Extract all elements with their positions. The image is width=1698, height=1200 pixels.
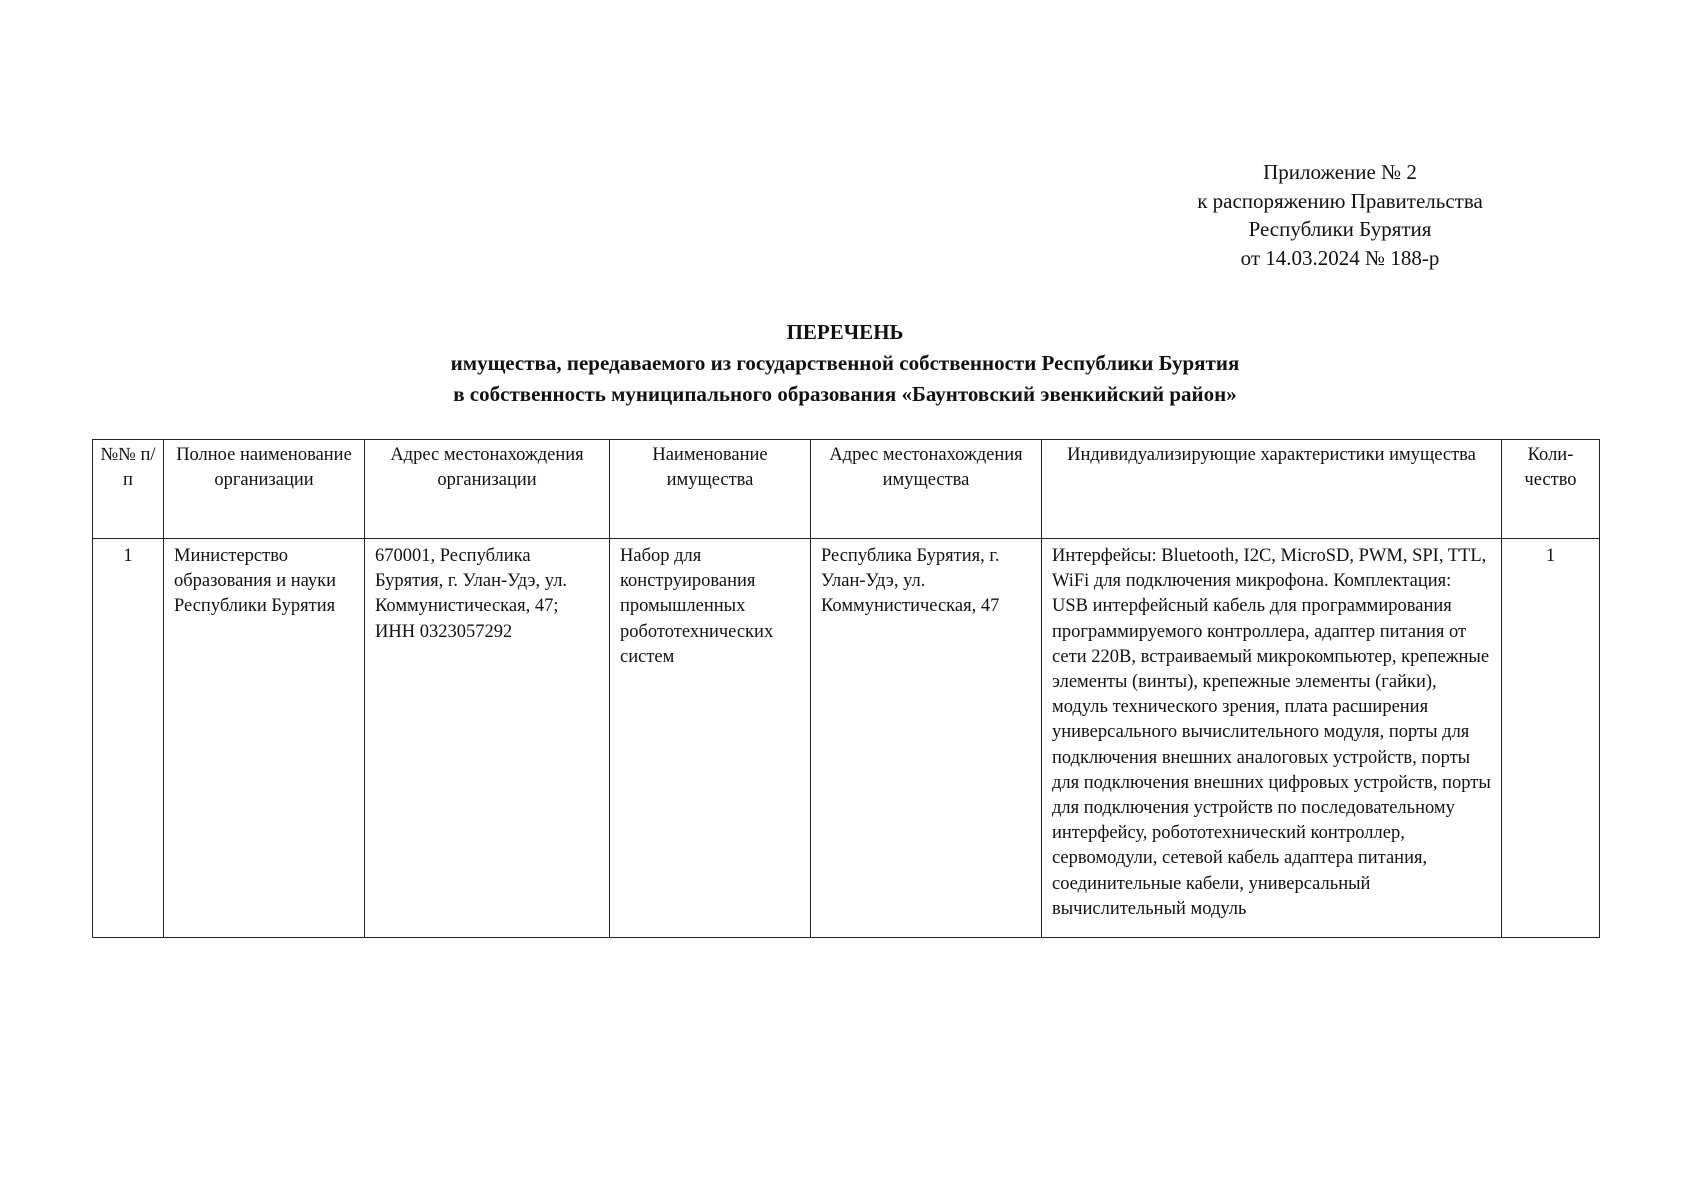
- cell-property-address: Республика Бурятия, г. Улан-Удэ, ул. Коммунистическая, 47: [811, 539, 1042, 938]
- appendix-date: от 14.03.2024 № 188-р: [1240, 245, 1440, 270]
- header-quantity: Коли-чество: [1502, 440, 1600, 539]
- table-header: [93, 440, 1600, 539]
- document-heading: [80, 317, 1610, 410]
- cell-org-address: 670001, Республика Бурятия, г. Улан-Удэ, ул. Коммунистическая, 47; ИНН 0323057292: [365, 539, 610, 938]
- document-subtitle-line-2: в собственность муниципального образования «Баунтовский эвенкийский район»: [453, 382, 1237, 406]
- property-table: [92, 439, 1600, 938]
- appendix-reference: к распоряжению Правительства: [1197, 188, 1483, 213]
- cell-quantity: 1: [1502, 539, 1600, 938]
- cell-org-name: Министерство образования и науки Республики Бурятия: [164, 539, 365, 938]
- header-property-address: Адрес местонахождения имущества: [811, 440, 1042, 539]
- document-subtitle-line-1: имущества, передаваемого из государственной собственности Республики Бурятия: [450, 351, 1240, 375]
- cell-number: 1: [93, 539, 164, 938]
- header-property-name: Наименование имущества: [610, 440, 811, 539]
- header-org-address: Адрес местонахождения организации: [365, 440, 610, 539]
- document-title: ПЕРЕЧЕНЬ: [786, 320, 904, 344]
- cell-characteristics: Интерфейсы: Bluetooth, I2C, MicroSD, PWM, SPI, TTL, WiFi для подключения микрофона. Комплектация: USB интерфейсный кабель для программирования программируемого контроллера, адаптер питания от сети 220В, встраиваемый микрокомпьютер, крепежные элементы (винты), крепежные элементы (гайки), модуль технического зрения, плата расширения универсального вычислительного модуля, порты для подключения внешних аналоговых устройств, порты для подключения внешних цифровых устройств, порты для подключения устройств по последовательному интерфейсу, робототехнический контроллер, сервомодули, сетевой кабель адаптера питания, соединительные кабели, универсальный вычислительный модуль: [1042, 539, 1502, 938]
- cell-property-name: Набор для конструирования промышленных робототехнических систем: [610, 539, 811, 938]
- appendix-authority: Республики Бурятия: [1248, 217, 1432, 241]
- appendix-block: [1150, 158, 1530, 272]
- table-body: [93, 539, 1600, 938]
- appendix-number: Приложение № 2: [1263, 160, 1417, 184]
- header-number: №№ п/п: [93, 440, 164, 539]
- table-row: [93, 539, 1600, 938]
- header-row: [93, 440, 1600, 539]
- header-characteristics: Индивидуализирующие характеристики имущества: [1042, 440, 1502, 539]
- header-org-name: Полное наименование организации: [164, 440, 365, 539]
